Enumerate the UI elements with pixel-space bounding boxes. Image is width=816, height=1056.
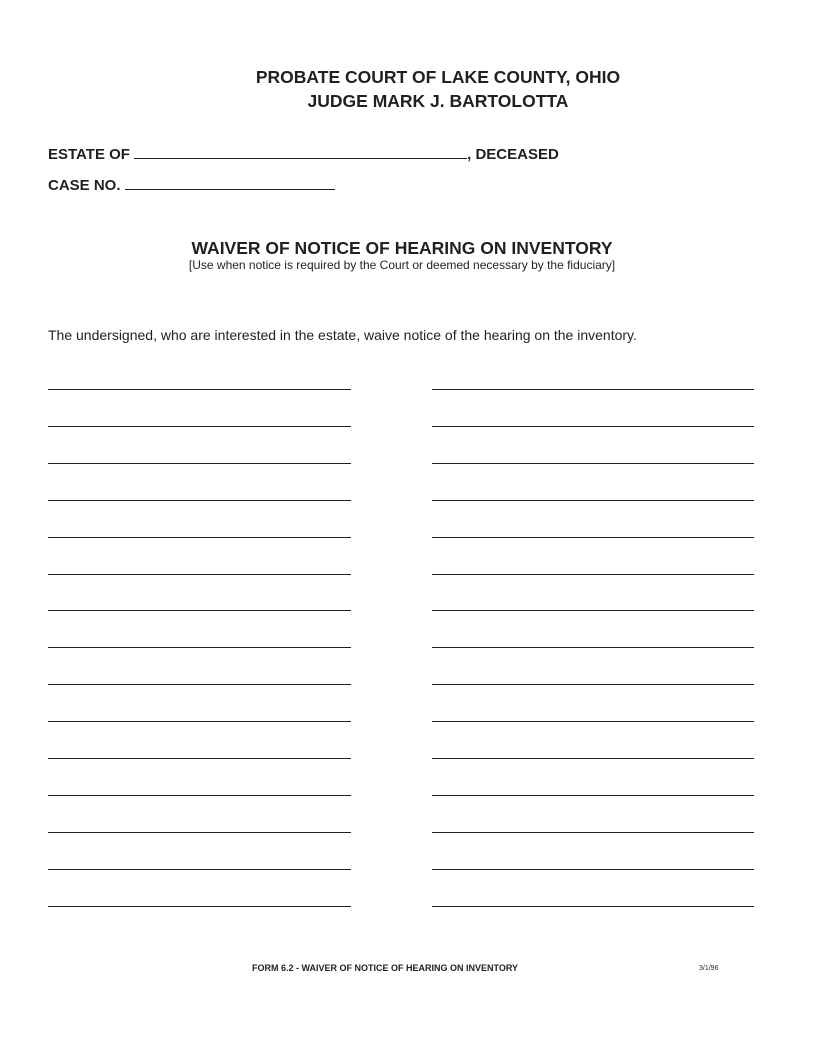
left-signature-line[interactable] (48, 832, 351, 833)
left-signature-line[interactable] (48, 795, 351, 796)
right-signature-line[interactable] (432, 389, 754, 390)
right-signature-line[interactable] (432, 795, 754, 796)
right-signature-line[interactable] (432, 758, 754, 759)
left-signature-line[interactable] (48, 426, 351, 427)
left-signature-line[interactable] (48, 537, 351, 538)
form-title: WAIVER OF NOTICE OF HEARING ON INVENTORY (191, 238, 613, 258)
case-number-field[interactable] (125, 177, 335, 190)
deceased-label: , DECEASED (467, 146, 559, 163)
right-signature-line[interactable] (432, 463, 754, 464)
estate-name-field[interactable] (134, 146, 467, 159)
right-signature-line[interactable] (432, 500, 754, 501)
right-signature-line[interactable] (432, 906, 754, 907)
left-signature-line[interactable] (48, 684, 351, 685)
form-subtitle: [Use when notice is required by the Court or deemed necessary by the fiduciary] (188, 258, 616, 272)
right-signature-line[interactable] (432, 832, 754, 833)
case-label: CASE NO. (48, 177, 121, 194)
right-signature-line[interactable] (432, 610, 754, 611)
right-signature-line[interactable] (432, 537, 754, 538)
right-signature-line[interactable] (432, 647, 754, 648)
left-signature-line[interactable] (48, 389, 351, 390)
right-signature-line[interactable] (432, 426, 754, 427)
left-signature-line[interactable] (48, 758, 351, 759)
judge-name: JUDGE MARK J. BARTOLOTTA (307, 91, 569, 111)
right-signature-line[interactable] (432, 869, 754, 870)
estate-label: ESTATE OF (48, 146, 130, 163)
estate-line (48, 146, 559, 163)
left-signature-line[interactable] (48, 906, 351, 907)
case-line (48, 177, 335, 194)
footer-form-name: FORM 6.2 - WAIVER OF NOTICE OF HEARING ON INVENTORY (251, 963, 519, 973)
right-signature-line[interactable] (432, 684, 754, 685)
left-signature-line[interactable] (48, 869, 351, 870)
footer-revision-date: 3/1/96 (699, 965, 719, 972)
right-signature-line[interactable] (432, 574, 754, 575)
waiver-statement: The undersigned, who are interested in the estate, waive notice of the hearing on the inventory. (48, 327, 637, 343)
left-signature-line[interactable] (48, 610, 351, 611)
left-signature-line[interactable] (48, 647, 351, 648)
right-signature-line[interactable] (432, 721, 754, 722)
court-name: PROBATE COURT OF LAKE COUNTY, OHIO (255, 67, 621, 87)
left-signature-line[interactable] (48, 500, 351, 501)
left-signature-line[interactable] (48, 721, 351, 722)
left-signature-line[interactable] (48, 463, 351, 464)
left-signature-line[interactable] (48, 574, 351, 575)
